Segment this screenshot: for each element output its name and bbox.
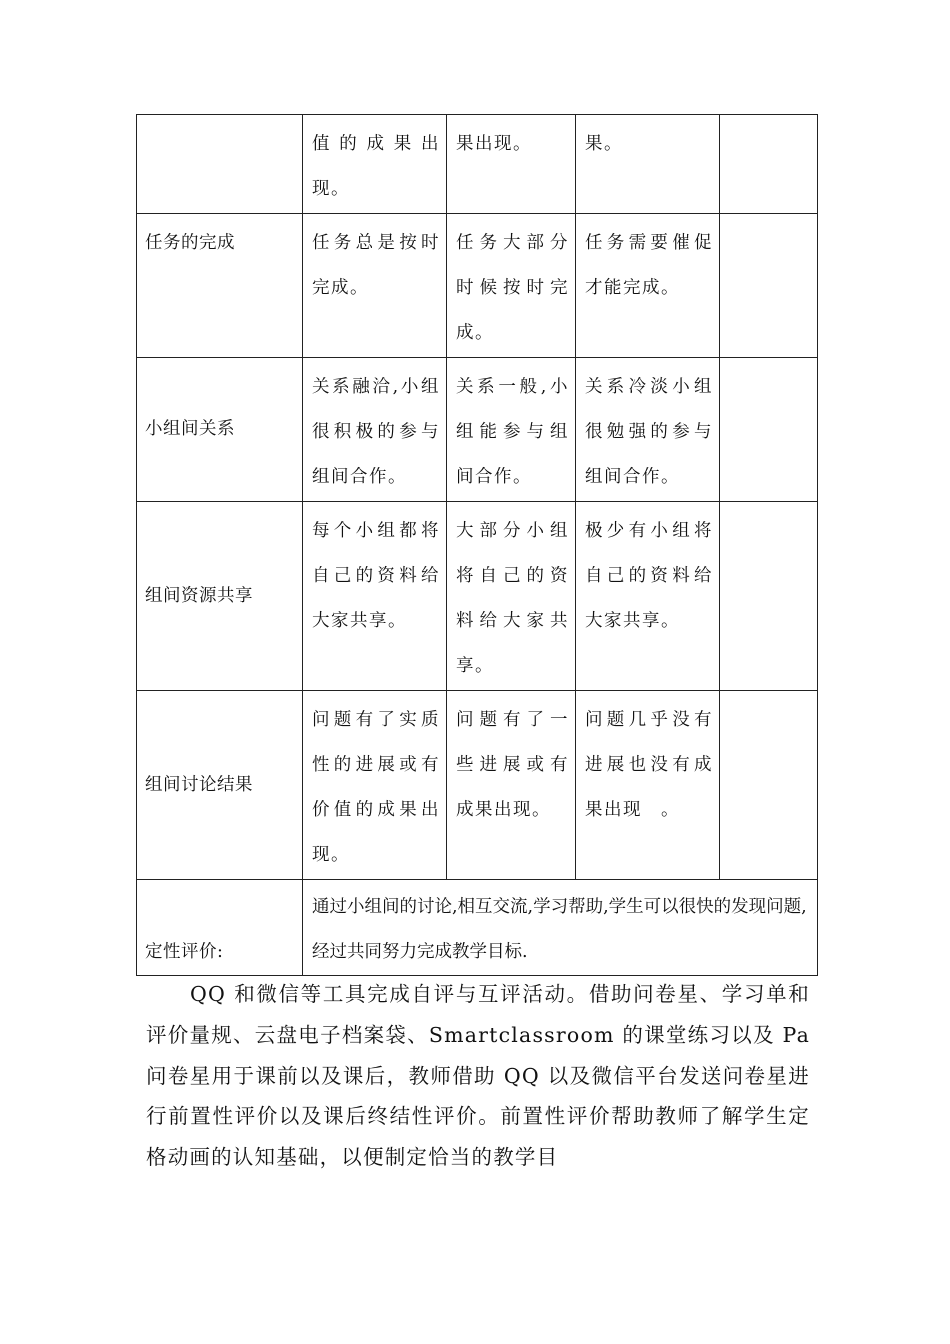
- criteria-excellent: 每个小组都将自己的资料给大家共享。: [303, 502, 447, 691]
- row-label: 小组间关系: [137, 358, 303, 502]
- criteria-poor: 果。: [576, 115, 720, 214]
- criteria-poor: 关系冷淡小组很勉强的参与组间合作。: [576, 358, 720, 502]
- table-row: [137, 691, 818, 880]
- qualitative-eval-label: 定性评价:: [137, 880, 303, 976]
- criteria-poor: 极少有小组将自己的资料给大家共享。: [576, 502, 720, 691]
- qualitative-eval-text: 通过小组间的讨论,相互交流,学习帮助,学生可以很快的发现问题,经过共同努力完成教学目标.: [303, 880, 818, 976]
- row-label: 组间资源共享: [137, 502, 303, 691]
- criteria-excellent: 关系融洽,小组很积极的参与组间合作。: [303, 358, 447, 502]
- criteria-average: 果出现。: [447, 115, 576, 214]
- table-row: [137, 502, 818, 691]
- criteria-average: 问题有了一些进展或有成果出现。: [447, 691, 576, 880]
- score-cell: [720, 502, 818, 691]
- row-label: 组间讨论结果: [137, 691, 303, 880]
- criteria-excellent: 任务总是按时完成。: [303, 214, 447, 358]
- score-cell: [720, 115, 818, 214]
- score-cell: [720, 358, 818, 502]
- criteria-poor: 任务需要催促才能完成。: [576, 214, 720, 358]
- evaluation-table: [136, 114, 818, 976]
- table-row: [137, 358, 818, 502]
- row-label: 任务的完成: [137, 214, 303, 358]
- criteria-average: 任务大部分时候按时完成。: [447, 214, 576, 358]
- table-row: [137, 214, 818, 358]
- criteria-excellent: 值的成果出现。: [303, 115, 447, 214]
- row-label: [137, 115, 303, 214]
- criteria-poor: 问题几乎没有进展也没有成果出现 。: [576, 691, 720, 880]
- table-row: [137, 880, 818, 976]
- criteria-average: 关系一般,小组能参与组间合作。: [447, 358, 576, 502]
- table-row: [137, 115, 818, 214]
- criteria-excellent: 问题有了实质性的进展或有价值的成果出现。: [303, 691, 447, 880]
- body-paragraph: QQ 和微信等工具完成自评与互评活动。借助问卷星、学习单和评价量规、云盘电子档案袋、Smartclassroom 的课堂练习以及 Pa 问卷星用于课前以及课后，教师借助 QQ 以及微信平台发送问卷星进行前置性评价以及课后终结性评价。前置性评价帮助教师了解学生定格动画的认知基础，以便制定恰当的教学目: [146, 982, 810, 1170]
- score-cell: [720, 214, 818, 358]
- score-cell: [720, 691, 818, 880]
- criteria-average: 大部分小组将自己的资料给大家共享。: [447, 502, 576, 691]
